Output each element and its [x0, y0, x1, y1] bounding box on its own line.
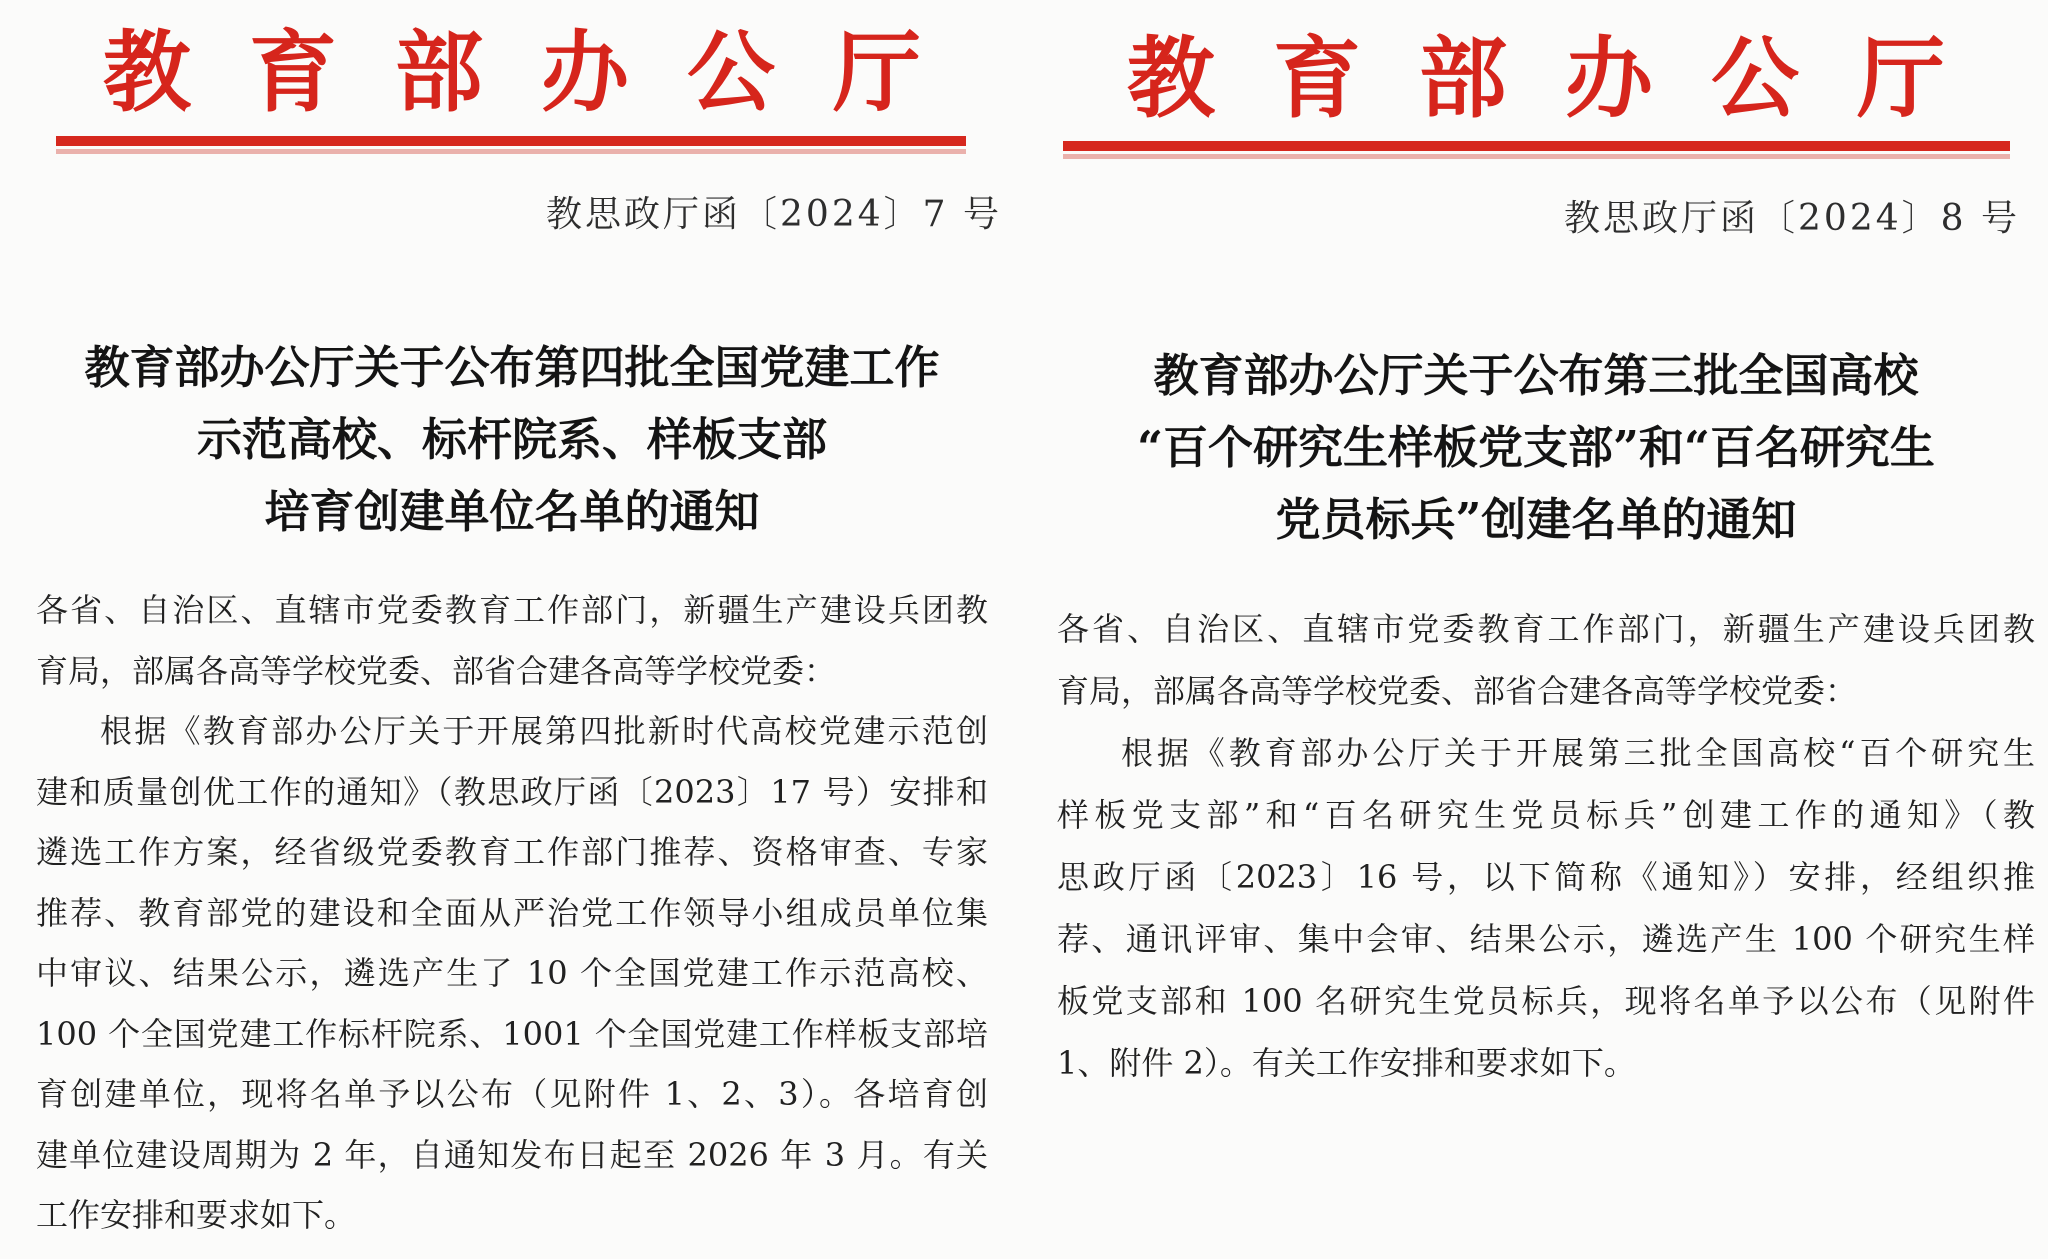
left-notice-title-line-2: 示范高校、标杆院系、样板支部 — [196, 413, 827, 466]
right-notice-title-line-3: 党员标兵”创建名单的通知 — [1275, 493, 1797, 546]
body-line: 工作安排和要求如下。 — [36, 1196, 357, 1234]
right-red-rule — [1063, 141, 2010, 151]
right-agency-title: 教育部办公厅 — [1126, 26, 2003, 130]
body-line: 遴选工作方案，经省级党委教育工作部门推荐、资格审查、专家 — [36, 833, 988, 871]
left-red-rule — [56, 136, 966, 146]
body-line: 育创建单位，现将名单予以公布（见附件 1、2、3）。各培育创 — [36, 1075, 988, 1113]
body-line: 荐、通讯评审、集中会审、结果公示，遴选产生 100 个研究生样 — [1057, 920, 2035, 958]
body-line: 各省、自治区、直辖市党委教育工作部门，新疆生产建设兵团教 — [36, 591, 988, 629]
body-line: 根据《教育部办公厅关于开展第三批全国高校“百个研究生 — [1121, 734, 2035, 772]
right-red-rule-shadow — [1063, 154, 2010, 159]
body-line: 建和质量创优工作的通知》（教思政厅函〔2023〕17 号）安排和 — [36, 772, 988, 811]
left-notice-title-line-1: 教育部办公厅关于公布第四批全国党建工作 — [84, 341, 940, 394]
right-notice-title-line-1: 教育部办公厅关于公布第三批全国高校 — [1153, 349, 1919, 402]
right-notice-body — [1057, 598, 2035, 1094]
body-line: 1、附件 2）。有关工作安排和要求如下。 — [1057, 1044, 1636, 1082]
left-notice-title — [40, 332, 984, 548]
right-notice-page — [1024, 0, 2048, 1259]
left-agency-title: 教育部办公厅 — [102, 20, 979, 124]
body-line: 各省、自治区、直辖市党委教育工作部门，新疆生产建设兵团教 — [1057, 610, 2035, 648]
body-line: 中审议、结果公示，遴选产生了 10 个全国党建工作示范高校、 — [36, 954, 988, 992]
body-line: 推荐、教育部党的建设和全面从严治党工作领导小组成员单位集 — [36, 893, 988, 932]
body-line: 育局，部属各高等学校党委、部省合建各高等学校党委： — [1057, 672, 1858, 710]
left-doc-number: 教思政厅函〔2024〕7 号 — [546, 194, 1002, 235]
left-red-rule-shadow — [56, 149, 966, 154]
right-notice-title — [1064, 340, 2008, 556]
left-notice-title-line-3: 培育创建单位名单的通知 — [264, 485, 760, 538]
body-line: 100 个全国党建工作标杆院系、1001 个全国党建工作样板支部培 — [36, 1014, 988, 1053]
body-line: 板党支部和 100 名研究生党员标兵，现将名单予以公布（见附件 — [1057, 982, 2035, 1020]
body-line: 样板党支部”和“百名研究生党员标兵”创建工作的通知》（教 — [1057, 796, 2035, 834]
right-notice-title-line-2: “百个研究生样板党支部”和“百名研究生 — [1137, 421, 1935, 474]
body-line: 育局，部属各高等学校党委、部省合建各高等学校党委： — [36, 651, 837, 690]
body-line: 思政厅函〔2023〕16 号，以下简称《通知》）安排，经组织推 — [1057, 858, 2035, 896]
left-notice-body — [36, 580, 988, 1246]
right-doc-number: 教思政厅函〔2024〕8 号 — [1564, 198, 2020, 239]
body-line: 根据《教育部办公厅关于开展第四批新时代高校党建示范创 — [100, 712, 988, 750]
body-line: 建单位建设周期为 2 年，自通知发布日起至 2026 年 3 月。有关 — [36, 1135, 988, 1174]
